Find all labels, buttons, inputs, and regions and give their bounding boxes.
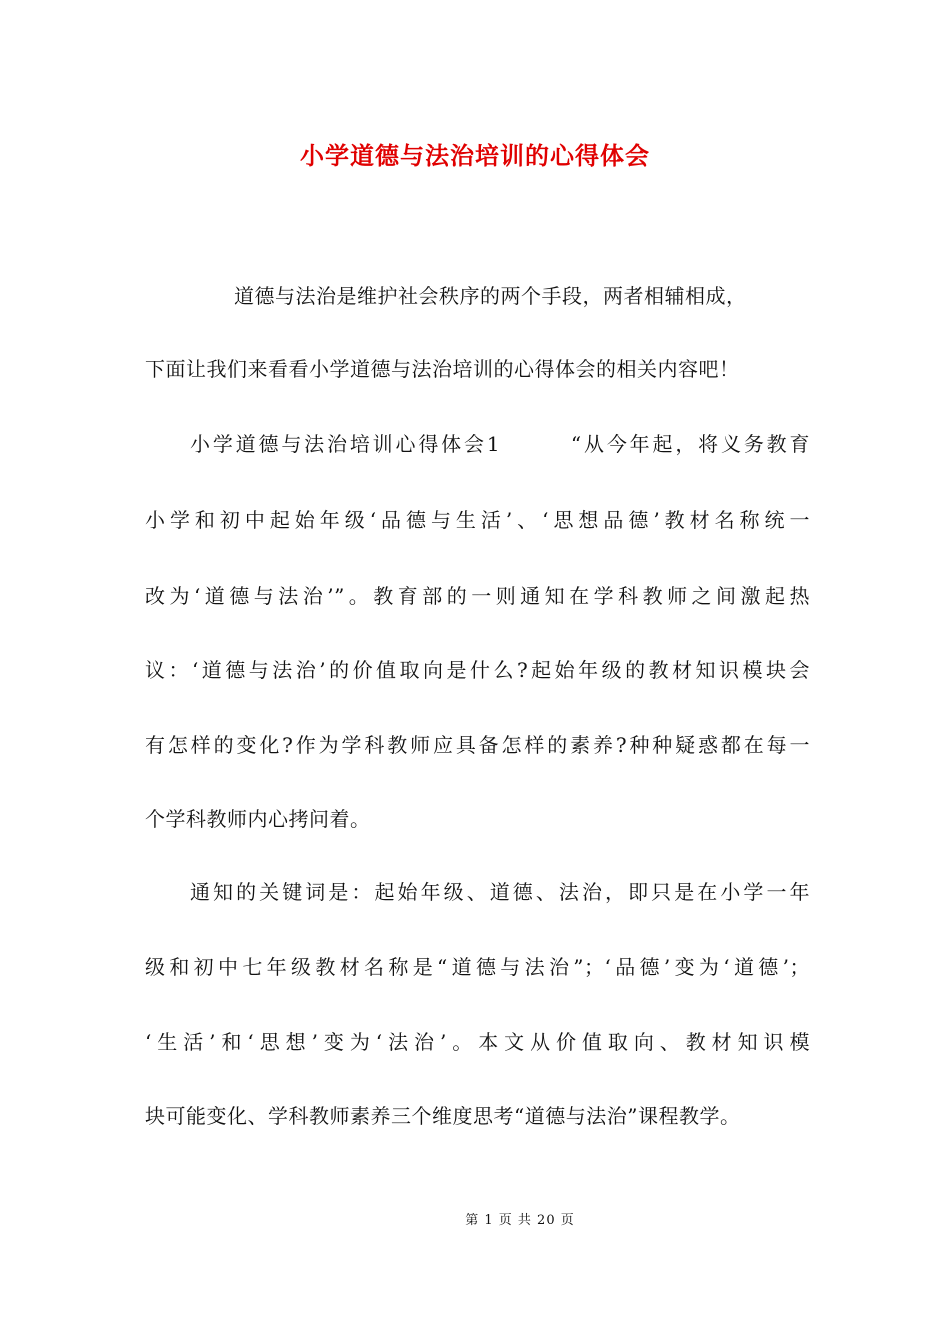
paragraph-line: 道德与法治是维护社会秩序的两个手段，两者相辅相成， (234, 284, 747, 308)
page-title: 小学道德与法治培训的心得体会 (300, 141, 650, 170)
paragraph-line: 个学科教师内心拷问着。 (145, 807, 371, 831)
paragraph-line: 通知的关键词是：起始年级、道德、法治，即只是在小学一年 (190, 880, 810, 904)
paragraph-line: 小学道德与法治培训心得体会1 “从今年起，将义务教育 (190, 432, 810, 456)
paragraph-line: 有怎样的变化?作为学科教师应具备怎样的素养?种种疑惑都在每一 (145, 733, 810, 757)
paragraph-line: 小学和初中起始年级‘品德与生活’、‘思想品德’教材名称统一 (145, 508, 810, 532)
paragraph-line: 块可能变化、学科教师素养三个维度思考“道德与法治”课程教学。 (145, 1104, 741, 1128)
paragraph-line: ‘生活’和‘思想’变为‘法治’。本文从价值取向、教材知识模 (145, 1030, 810, 1054)
paragraph-line: 级和初中七年级教材名称是“道德与法治”；‘品德’变为‘道德’； (145, 955, 810, 979)
paragraph-line: 议：‘道德与法治’的价值取向是什么?起始年级的教材知识模块会 (145, 658, 810, 682)
paragraph-line: 下面让我们来看看小学道德与法治培训的心得体会的相关内容吧！ (145, 357, 740, 381)
page-number-footer: 第 1 页 共 20 页 (465, 1213, 575, 1228)
paragraph-line: 改为‘道德与法治’”。教育部的一则通知在学科教师之间激起热 (145, 584, 810, 608)
